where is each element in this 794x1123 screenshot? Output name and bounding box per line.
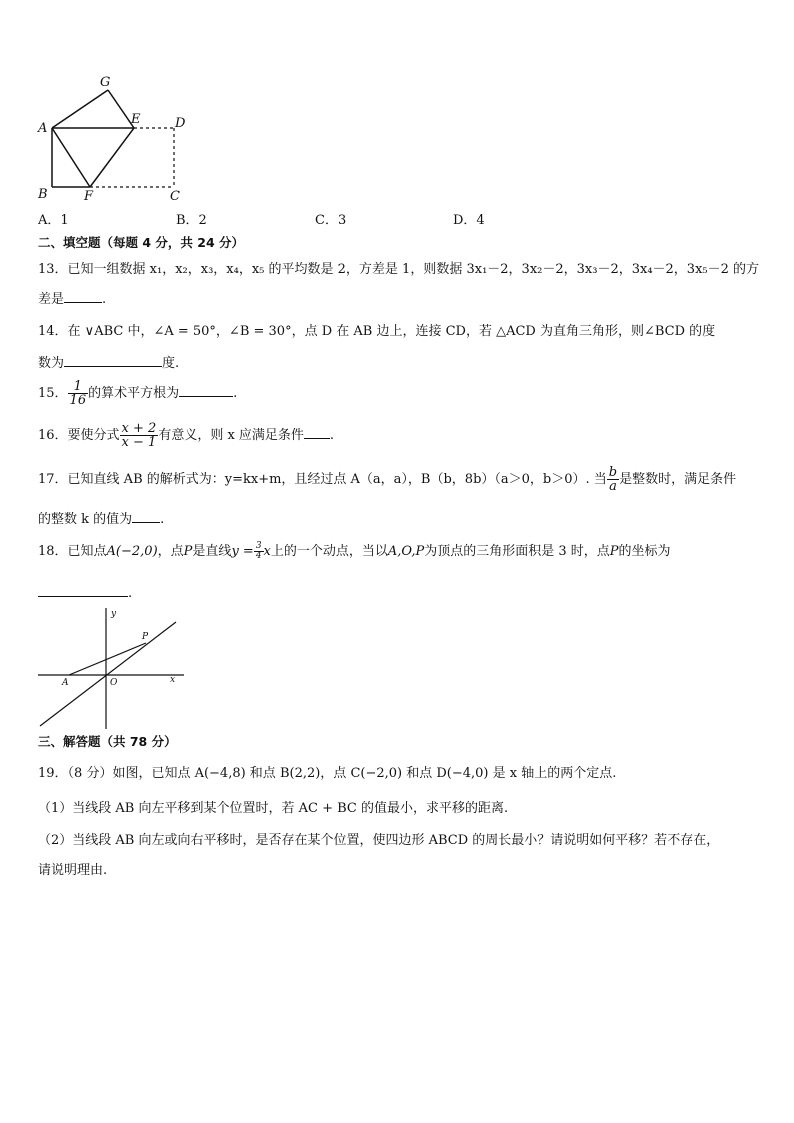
q19-part2-line1: （2）当线段 AB 向左或向右平移时，是否存在某个位置，使四边形 ABCD 的周长最小？请说明如何平移？若不存在， (38, 833, 720, 848)
q17-line2: 的整数 k 的值为 . (38, 512, 165, 527)
q14-answer-blank[interactable] (64, 354, 162, 367)
q19-line1: 19．（8 分）如图，已知点 A(−4,8) 和点 B(2,2)，点 C(−2,0) 和点 D(−4,0) 是 x 轴上的两个定点. (38, 766, 617, 781)
q15-answer-blank[interactable] (179, 384, 233, 397)
label-x: x (170, 675, 176, 685)
q13-line2: 差是 . (38, 292, 107, 307)
coordinate-figure-2 (36, 606, 186, 731)
line-y-3-4x (40, 622, 176, 726)
q15-line: 15． $\frac{1}{16}$ 的算术平方根为 . (38, 379, 238, 408)
label-D: D (175, 116, 186, 131)
q15-fraction: $\frac{1}{16}$ (69, 379, 87, 408)
label-A: A (38, 121, 48, 136)
q13-answer-blank[interactable] (64, 290, 102, 303)
label-P: P (142, 632, 149, 642)
segment-AG (52, 90, 108, 128)
q13-line1: 13．已知一组数据 x₁，x₂，x₃，x₄，x₅ 的平均数是 2，方差是 1，则数据 3x₁－2，3x₂－2，3x₃－2，3x₄－2，3x₅－2 的方 (38, 262, 760, 277)
label-E: E (131, 112, 141, 127)
option-a: A．1 (38, 213, 69, 228)
option-b: B．2 (176, 213, 207, 228)
q16-line: 16．要使分式 $\frac{x + 2}{x - 1}$ 有意义，则 x 应满足条件 . (38, 421, 335, 450)
q17-answer-blank[interactable] (132, 510, 160, 523)
label-C: C (170, 189, 180, 202)
q16-answer-blank[interactable] (304, 426, 330, 439)
option-d: D．4 (453, 213, 485, 228)
q18-answer-blank[interactable]: . (38, 584, 132, 601)
label-F: F (84, 189, 94, 202)
label-y: y (111, 609, 117, 619)
section-3-heading: 三、解答题（共 78 分） (38, 734, 177, 749)
segment-FE (90, 128, 134, 187)
q14-line2: 数为 度. (38, 356, 180, 371)
label-O: O (110, 678, 118, 688)
option-c: C．3 (315, 213, 347, 228)
q18-line1: 18．已知点A(−2,0)，点P是直线y = $\frac{3}{4}$ x上的一个动点，当以A,O,P为顶点的三角形面积是 3 时，点P的坐标为 (38, 541, 671, 561)
q18-fraction: $\frac{3}{4}$ (255, 541, 262, 561)
q19-part1: （1）当线段 AB 向左平移到某个位置时，若 AC + BC 的值最小，求平移的距离. (38, 801, 509, 816)
q19-part2-line2: 请说明理由. (38, 863, 108, 878)
label-G: G (100, 75, 111, 90)
segment-AP (69, 643, 146, 675)
q16-fraction: $\frac{x + 2}{x - 1}$ (121, 421, 157, 450)
q14-line1: 14．在 ∨ABC 中，∠A = 50°，∠B = 30°，点 D 在 AB 边上，连接 CD，若 △ACD 为直角三角形，则∠BCD 的度 (38, 324, 716, 339)
q17-fraction: $\frac{b}{a}$ (608, 465, 618, 494)
section-2-heading: 二、填空题（每题 4 分，共 24 分） (38, 235, 245, 250)
segment-AF (52, 128, 90, 187)
label-B: B (38, 187, 48, 202)
label-A: A (62, 678, 69, 688)
q17-line1: 17．已知直线 AB 的解析式为：y=kx+m，且经过点 A（a，a），B（b，8b）（a＞0，b＞0）. 当 $\frac{b}{a}$ 是整数时，满足条件 (38, 465, 737, 494)
geometry-figure-1 (30, 72, 200, 202)
